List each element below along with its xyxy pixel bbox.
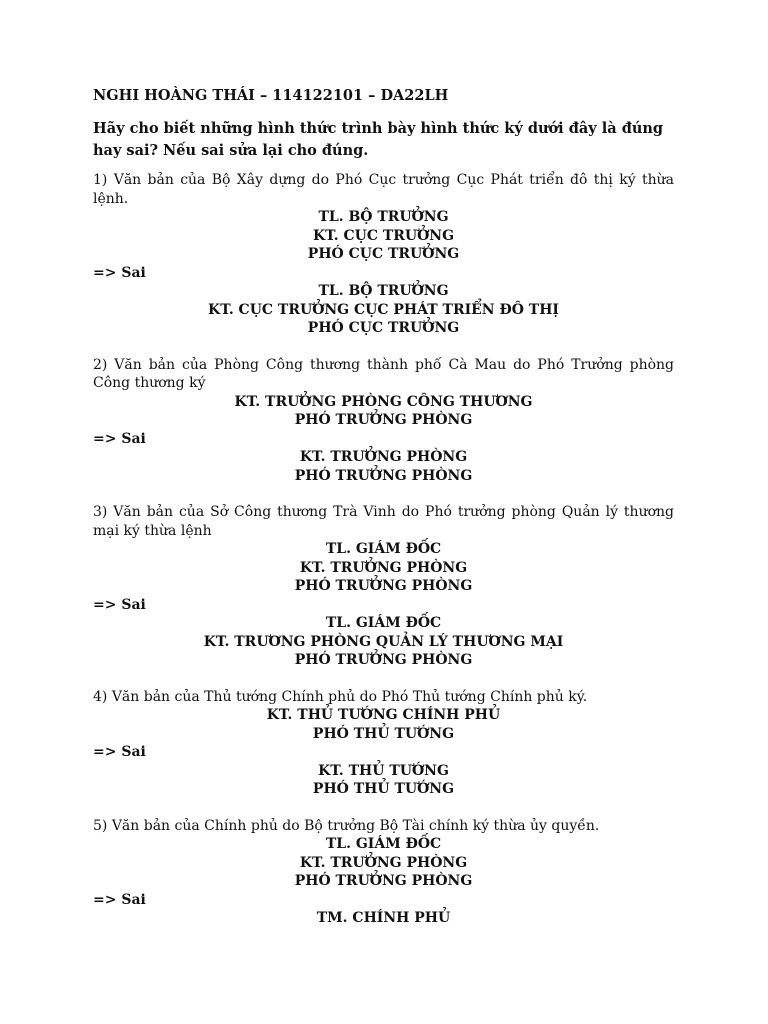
corrected-signature-line: TL. GIÁM ĐỐC xyxy=(325,615,442,631)
given-signature-line: TL. GIÁM ĐỐC xyxy=(325,836,442,852)
corrected-signature-line: PHÓ CỤC TRƯỞNG xyxy=(307,320,460,336)
given-signature-line: KT. TRƯỞNG PHÒNG xyxy=(299,854,468,871)
exercise-prompt: 1) Văn bản của Bộ Xây dựng do Phó Cục trưởng Cục Phát triển đô thị ký thừa lệnh. xyxy=(93,172,674,207)
given-signature-line: PHÓ TRƯỞNG PHÒNG xyxy=(294,412,473,428)
given-signature-line: PHÓ CỤC TRƯỞNG xyxy=(307,246,460,262)
exercise-prompt: 4) Văn bản của Thủ tướng Chính phủ do Phó Thủ tướng Chính phủ ký. xyxy=(93,688,588,705)
given-signature-line: KT. TRƯỞNG PHÒNG xyxy=(299,559,468,576)
verdict-label: => Sai xyxy=(93,891,146,908)
exercise-prompt: 2) Văn bản của Phòng Công thương thành phố Cà Mau do Phó Trưởng phòng Công thương ký xyxy=(93,356,674,391)
given-signature-line: KT. THỦ TƯỚNG CHÍNH PHỦ xyxy=(266,707,501,723)
corrected-signature-line: KT. TRƯƠNG PHÒNG QUẢN LÝ THƯƠNG MẠI xyxy=(203,633,564,650)
exercise-prompt: 5) Văn bản của Chính phủ do Bộ trưởng Bộ Tài chính ký thừa ủy quyền. xyxy=(93,817,600,834)
student-header: NGHI HOÀNG THÁI – 114122101 – DA22LH xyxy=(93,87,449,104)
given-signature-line: PHÓ TRƯỞNG PHÒNG xyxy=(294,578,473,594)
exercise-item-5 xyxy=(93,817,674,928)
exercise-item-4 xyxy=(93,688,674,799)
verdict-label: => Sai xyxy=(93,430,146,447)
given-signature-line: KT. CỤC TRƯỞNG xyxy=(312,227,455,244)
corrected-signature-line: KT. TRƯỞNG PHÒNG xyxy=(299,449,468,465)
corrected-signature-line: PHÓ THỦ TƯỚNG xyxy=(312,781,455,797)
corrected-signature-line: PHÓ TRƯỞNG PHÒNG xyxy=(294,467,473,484)
verdict-label: => Sai xyxy=(93,744,146,760)
exercise-item-3 xyxy=(93,503,674,670)
document-page xyxy=(93,86,674,946)
given-signature-line: PHÓ TRƯỞNG PHÒNG xyxy=(294,873,473,889)
corrected-signature-line: TM. CHÍNH PHỦ xyxy=(316,910,451,926)
exercise-item-2 xyxy=(93,356,674,486)
given-signature-line: TL. GIÁM ĐỐC xyxy=(325,541,442,557)
exercise-item-1 xyxy=(93,171,674,338)
exercise-prompt: 3) Văn bản của Sở Công thương Trà Vinh do Phó trưởng phòng Quản lý thương mại ký thừa lệnh xyxy=(93,504,674,539)
corrected-signature-line: PHÓ TRƯỞNG PHÒNG xyxy=(294,652,473,668)
verdict-label: => Sai xyxy=(93,596,146,613)
given-signature-line: TL. BỘ TRƯỞNG xyxy=(318,209,449,225)
corrected-signature-line: KT. THỦ TƯỚNG xyxy=(318,762,449,779)
verdict-label: => Sai xyxy=(93,264,146,281)
given-signature-line: PHÓ THỦ TƯỚNG xyxy=(312,725,455,742)
corrected-signature-line: TL. BỘ TRƯỞNG xyxy=(318,283,449,299)
corrected-signature-line: KT. CỤC TRƯỞNG CỤC PHÁT TRIỂN ĐÔ THỊ xyxy=(208,301,559,318)
given-signature-line: KT. TRƯỞNG PHÒNG CÔNG THƯƠNG xyxy=(234,393,533,410)
question-text: Hãy cho biết những hình thức trình bày hình thức ký dưới đây là đúng hay sai? Nếu sai sửa lại cho đúng. xyxy=(93,120,664,159)
